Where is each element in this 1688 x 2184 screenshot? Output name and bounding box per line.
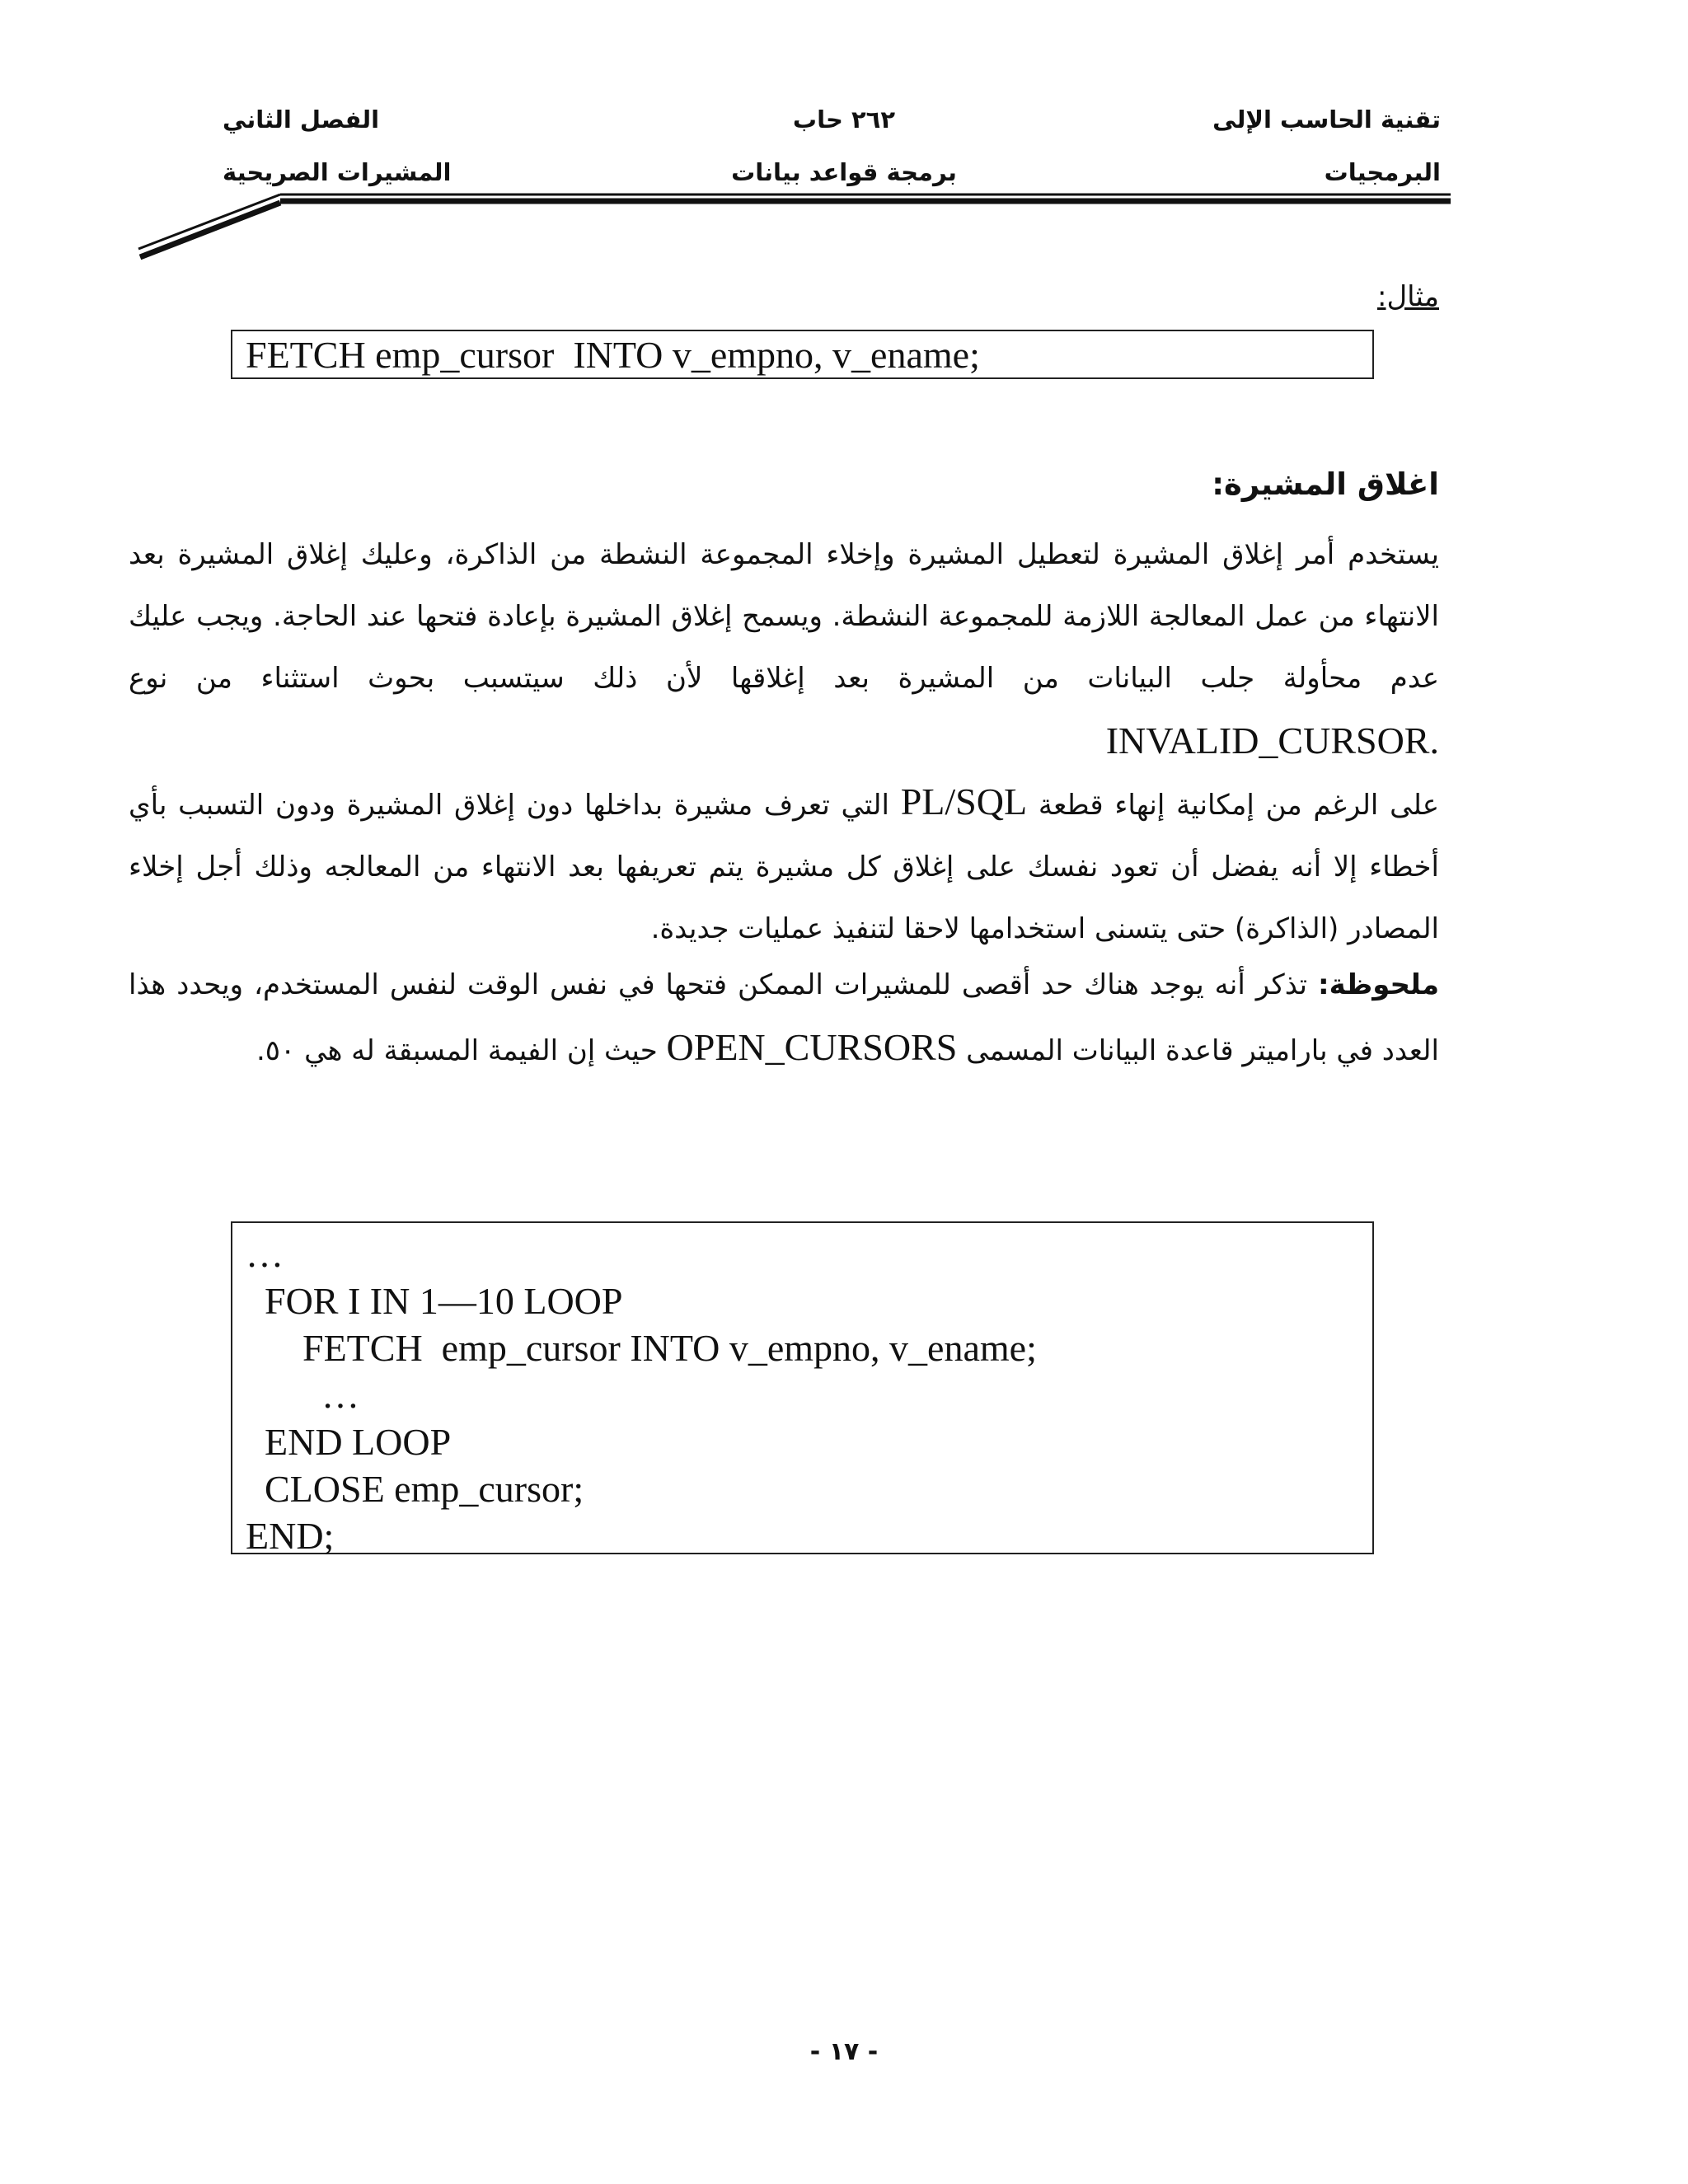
plsql-term: PL/SQL bbox=[900, 780, 1028, 823]
exception-term: .INVALID_CURSOR bbox=[1105, 719, 1439, 762]
code-line: FETCH emp_cursor INTO v_empno, v_ename; bbox=[246, 334, 980, 376]
header-chapter: الفصل الثاني bbox=[223, 105, 380, 134]
note-label: ملحوظة: bbox=[1318, 968, 1439, 1001]
note-text: تذكر أنه يوجد هناك حد أقصى للمشيرات الممكن فتحها في نفس الوقت لنفس المستخدم، ويحدد هذا العدد في باراميتر قاعدة البيانات المسمى bbox=[129, 968, 1439, 1067]
paragraph-text: يستخدم أمر إغلاق المشيرة لتعطيل المشيرة وإخلاء المجموعة النشطة من الذاكرة، وعليك إغلاق المشيرة بعد الانتهاء من عمل المعالجة اللازمة للمجموعة النشطة. ويسمح إغلاق المشيرة بإعادة فتحها عند الحاجة. ويجب عليك عدم محأولة جلب البيانات من المشيرة بعد إغلاقها لأن ذلك سيتسبب بحوث استثناء من نوع bbox=[129, 538, 1439, 695]
code-line: CLOSE emp_cursor; bbox=[246, 1468, 584, 1510]
paragraph-close-cursor bbox=[129, 524, 1439, 776]
code-block-fetch bbox=[231, 330, 1374, 379]
paragraph-text: التي تعرف مشيرة بداخلها دون إغلاق المشيرة ودون التسبب بأي أخطاء إلا أنه يفضل أن تعود نفسك على إغلاق كل مشيرة يتم تعريفها بعد الانتهاء من المعالجه وذلك أجل إخلاء المصادر (الذاكرة) حتى يتسنى استخدامها لاحقا لتنفيذ عمليات جديدة. bbox=[129, 789, 1439, 945]
note-paragraph bbox=[129, 954, 1439, 1082]
code-line: … bbox=[246, 1233, 284, 1275]
open-cursors-term: OPEN_CURSORS bbox=[666, 1026, 958, 1068]
code-line: … bbox=[246, 1374, 359, 1416]
code-line: END LOOP bbox=[246, 1421, 452, 1463]
header-course-code: ٢٦٢ حاب bbox=[792, 105, 896, 134]
paragraph-text: على الرغم من إمكانية إنهاء قطعة bbox=[1038, 789, 1440, 822]
example-label: مثال: bbox=[1377, 280, 1439, 313]
code-block-loop bbox=[231, 1221, 1374, 1557]
header-department: البرمجيات bbox=[1324, 158, 1441, 186]
code-line: FOR I IN 1—10 LOOP bbox=[246, 1280, 623, 1322]
section-heading: اغلاق المشيرة: bbox=[1212, 466, 1439, 502]
note-text: حيث إن الفيمة المسبقة له هي ٥٠. bbox=[256, 1034, 658, 1067]
paragraph-plsql bbox=[129, 771, 1439, 960]
code-line: FETCH emp_cursor INTO v_empno, v_ename; bbox=[246, 1327, 1037, 1369]
code-line: END; bbox=[246, 1515, 335, 1557]
header-course-title: تقنية الحاسب الإلى bbox=[1212, 105, 1441, 134]
header-rule bbox=[0, 0, 1688, 272]
header-subject: برمجة قواعد بيانات bbox=[731, 158, 957, 186]
page-number: - ١٧ - bbox=[809, 2037, 879, 2066]
header-chapter-topic: المشيرات الصريحية bbox=[223, 158, 452, 186]
